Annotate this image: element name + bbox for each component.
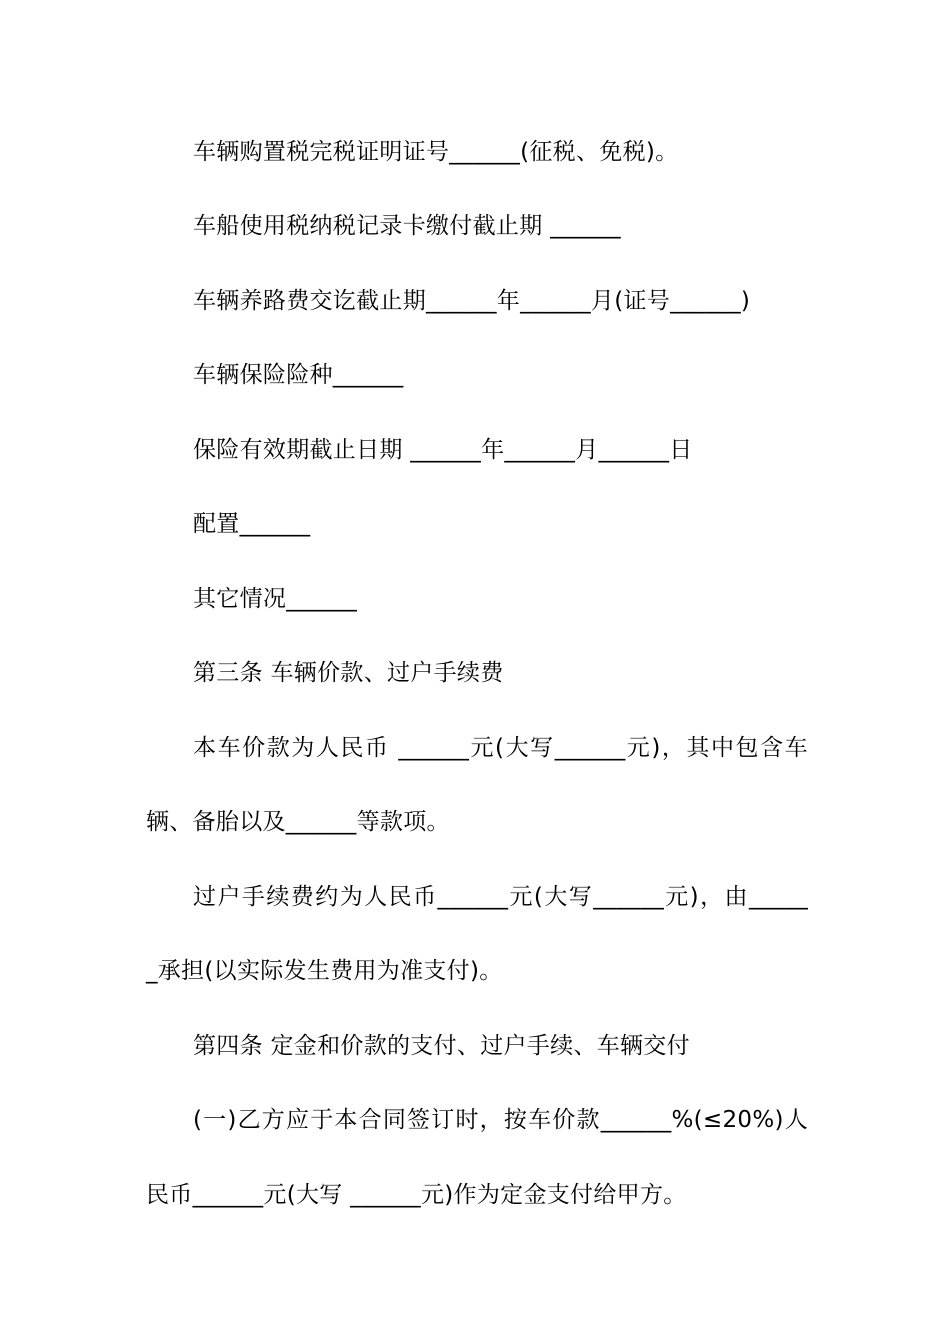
paragraph-deposit-line-1: (一)乙方应于本合同签订时，按车价款______%(≤20%)人 xyxy=(193,1107,808,1133)
paragraph-insurance-type: 车辆保险险种______ xyxy=(193,362,404,388)
paragraph-configuration: 配置______ xyxy=(193,511,311,537)
paragraph-vehicle-price-line-1: 本车价款为人民币 ______元(大写______元)，其中包含车 xyxy=(193,735,808,761)
article-4-heading: 第四条 定金和价款的支付、过户手续、车辆交付 xyxy=(193,1033,690,1059)
paragraph-other-conditions: 其它情况______ xyxy=(193,586,357,612)
paragraph-road-maintenance-fee: 车辆养路费交讫截止期______年______月(证号______) xyxy=(193,288,751,314)
article-3-heading: 第三条 车辆价款、过户手续费 xyxy=(193,660,504,686)
paragraph-vehicle-price-line-2: 辆、备胎以及______等款项。 xyxy=(146,809,450,835)
paragraph-transfer-fee-line-1: 过户手续费约为人民币______元(大写______元)，由_____ xyxy=(193,884,808,910)
paragraph-insurance-expiry: 保险有效期截止日期 ______年______月______日 xyxy=(193,437,693,463)
paragraph-transfer-fee-line-2: _承担(以实际发生费用为准支付)。 xyxy=(146,958,503,984)
paragraph-purchase-tax-certificate: 车辆购置税完税证明证号______(征税、免税)。 xyxy=(193,139,679,165)
paragraph-deposit-line-2: 民币______元(大写 ______元)作为定金支付给甲方。 xyxy=(146,1182,687,1208)
paragraph-vehicle-tax-record: 车船使用税纳税记录卡缴付截止期 ______ xyxy=(193,213,621,239)
